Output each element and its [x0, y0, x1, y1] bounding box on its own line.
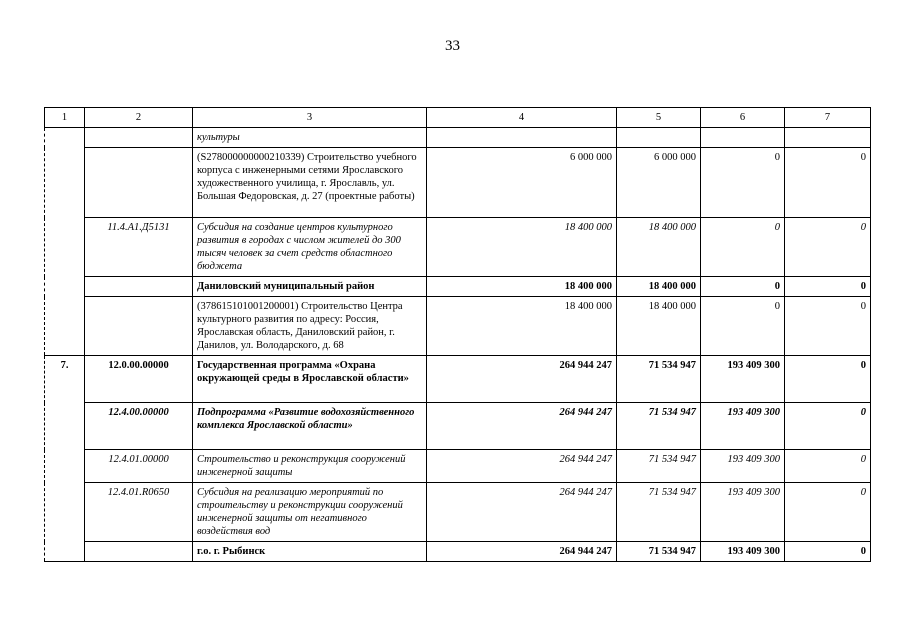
name-cell: Подпрограмма «Развитие водохозяйственного комплекса Ярославской области» [193, 403, 427, 450]
local-cell: 0 [785, 218, 871, 277]
budget-table [44, 107, 871, 562]
total-cell: 264 944 247 [427, 483, 617, 542]
federal-cell: 71 534 947 [617, 450, 701, 483]
header-cell: 7 [785, 108, 871, 128]
local-cell: 0 [785, 356, 871, 403]
table-row [45, 297, 871, 356]
regional-cell: 0 [701, 218, 785, 277]
regional-cell: 193 409 300 [701, 542, 785, 562]
table-row [45, 483, 871, 542]
row-index-cell: 7. [45, 356, 85, 403]
local-cell: 0 [785, 483, 871, 542]
header-cell: 5 [617, 108, 701, 128]
row-index-cell [45, 277, 85, 297]
local-cell: 0 [785, 403, 871, 450]
federal-cell: 71 534 947 [617, 403, 701, 450]
code-cell [85, 297, 193, 356]
row-index-cell [45, 542, 85, 562]
local-cell: 0 [785, 148, 871, 218]
regional-cell: 0 [701, 148, 785, 218]
row-index-cell [45, 128, 85, 148]
federal-cell [617, 128, 701, 148]
total-cell: 264 944 247 [427, 542, 617, 562]
row-index-cell [45, 403, 85, 450]
regional-cell: 0 [701, 277, 785, 297]
page-number: 33 [445, 38, 460, 54]
total-cell: 264 944 247 [427, 403, 617, 450]
regional-cell: 193 409 300 [701, 403, 785, 450]
local-cell: 0 [785, 542, 871, 562]
row-index-cell [45, 450, 85, 483]
code-cell [85, 542, 193, 562]
code-cell: 12.0.00.00000 [85, 356, 193, 403]
regional-cell [701, 128, 785, 148]
name-cell: (S278000000000210339) Строительство учебного корпуса с инженерными сетями Ярославского художественного училища, г. Ярославль, ул. Большая Федоровская, д. 27 (проектные работы) [193, 148, 427, 218]
code-cell [85, 128, 193, 148]
name-cell: г.о. г. Рыбинск [193, 542, 427, 562]
federal-cell: 18 400 000 [617, 297, 701, 356]
regional-cell: 193 409 300 [701, 356, 785, 403]
total-cell [427, 128, 617, 148]
total-cell: 18 400 000 [427, 297, 617, 356]
total-cell: 264 944 247 [427, 450, 617, 483]
header-cell: 2 [85, 108, 193, 128]
local-cell [785, 128, 871, 148]
name-cell: (378615101001200001) Строительство Центра культурного развития по адресу: Россия, Ярославская область, Даниловский район, г. Данилов, ул. Володарского, д. 68 [193, 297, 427, 356]
local-cell: 0 [785, 277, 871, 297]
federal-cell: 71 534 947 [617, 542, 701, 562]
code-cell [85, 277, 193, 297]
local-cell: 0 [785, 297, 871, 356]
table-row [45, 277, 871, 297]
code-cell: 11.4.А1.Д5131 [85, 218, 193, 277]
header-cell: 1 [45, 108, 85, 128]
row-index-cell [45, 148, 85, 218]
local-cell: 0 [785, 450, 871, 483]
total-cell: 264 944 247 [427, 356, 617, 403]
row-index-cell [45, 483, 85, 542]
code-cell: 12.4.01.00000 [85, 450, 193, 483]
name-cell: Строительство и реконструкция сооружений инженерной защиты [193, 450, 427, 483]
row-index-cell [45, 297, 85, 356]
total-cell: 18 400 000 [427, 218, 617, 277]
federal-cell: 6 000 000 [617, 148, 701, 218]
name-cell: Субсидия на создание центров культурного развития в городах с числом жителей до 300 тысяч человек за счет средств областного бюджета [193, 218, 427, 277]
federal-cell: 71 534 947 [617, 483, 701, 542]
table-row [45, 542, 871, 562]
table-row [45, 218, 871, 277]
regional-cell: 0 [701, 297, 785, 356]
name-cell: культуры [193, 128, 427, 148]
table-row [45, 356, 871, 403]
header-row [45, 108, 871, 128]
table-row [45, 148, 871, 218]
table-row [45, 450, 871, 483]
table-row [45, 128, 871, 148]
code-cell: 12.4.01.R0650 [85, 483, 193, 542]
header-cell: 6 [701, 108, 785, 128]
header-cell: 4 [427, 108, 617, 128]
table-row [45, 403, 871, 450]
regional-cell: 193 409 300 [701, 450, 785, 483]
total-cell: 18 400 000 [427, 277, 617, 297]
row-index-cell [45, 218, 85, 277]
name-cell: Государственная программа «Охрана окружающей среды в Ярославской области» [193, 356, 427, 403]
code-cell [85, 148, 193, 218]
code-cell: 12.4.00.00000 [85, 403, 193, 450]
name-cell: Даниловский муниципальный район [193, 277, 427, 297]
regional-cell: 193 409 300 [701, 483, 785, 542]
federal-cell: 18 400 000 [617, 218, 701, 277]
federal-cell: 18 400 000 [617, 277, 701, 297]
name-cell: Субсидия на реализацию мероприятий по строительству и реконструкции сооружений инженерной защиты от негативного воздействия вод [193, 483, 427, 542]
header-cell: 3 [193, 108, 427, 128]
total-cell: 6 000 000 [427, 148, 617, 218]
federal-cell: 71 534 947 [617, 356, 701, 403]
